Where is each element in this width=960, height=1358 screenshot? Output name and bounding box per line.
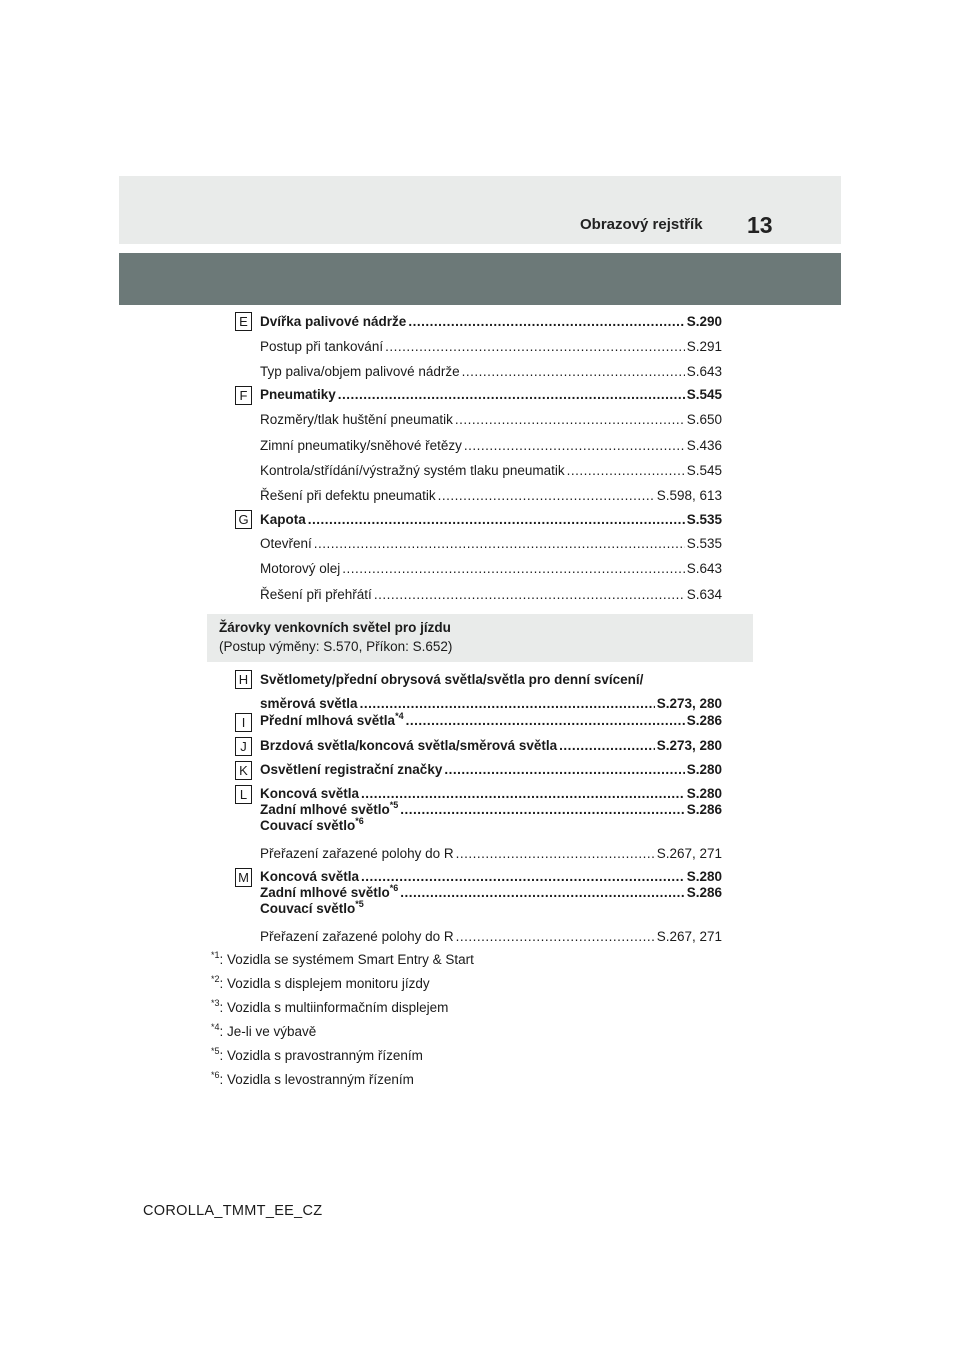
index-entry[interactable] — [260, 512, 722, 528]
entry-page: S.535 — [686, 512, 722, 527]
footnote — [211, 1048, 423, 1063]
entry-page: S.280 — [686, 869, 722, 884]
letter-box-h: H — [235, 670, 252, 689]
entry-label: Couvací světlo — [260, 901, 356, 916]
footnote-ref: *6 — [355, 816, 364, 826]
entry-label: Postup při tankování — [260, 339, 384, 354]
index-entry[interactable] — [260, 339, 722, 355]
entry-page: S.286 — [686, 802, 722, 817]
footnote-mark: *6 — [211, 1070, 220, 1080]
footnote-text: : Vozidla se systémem Smart Entry & Start — [219, 952, 474, 967]
header-dark-band — [119, 253, 841, 305]
entry-page: S.286 — [686, 713, 722, 728]
entry-label: Kontrola/střídání/výstražný systém tlaku pneumatik — [260, 463, 565, 478]
footnote-text: : Je-li ve výbavě — [219, 1024, 317, 1039]
index-entry[interactable] — [260, 412, 722, 428]
footnote-text: : Vozidla s displejem monitoru jízdy — [219, 976, 430, 991]
index-entry[interactable] — [260, 869, 722, 917]
section-title: Obrazový rejstřík — [580, 216, 703, 233]
entry-label: Otevření — [260, 536, 312, 551]
index-entry[interactable] — [260, 713, 722, 729]
index-entry[interactable] — [260, 463, 722, 479]
index-entry[interactable] — [260, 738, 722, 754]
entry-label: Brzdová světla/koncová světla/směrová světla — [260, 738, 558, 753]
index-entry[interactable] — [260, 587, 722, 603]
bulbs-box-subtitle: (Postup výměny: S.570, Příkon: S.652) — [219, 639, 453, 654]
entry-label: Zadní mlhové světlo — [260, 802, 390, 817]
entry-label: Pneumatiky — [260, 387, 336, 402]
letter-box-i: I — [235, 713, 252, 732]
index-entry[interactable] — [260, 364, 722, 380]
entry-page: S.598, 613 — [656, 488, 722, 503]
entry-page: S.267, 271 — [656, 929, 722, 944]
index-entry[interactable] — [260, 488, 722, 504]
footnote-mark: *3 — [211, 998, 220, 1008]
entry-label: Řešení při defektu pneumatik — [260, 488, 436, 503]
entry-label: Koncová světla — [260, 869, 360, 884]
entry-page: S.643 — [686, 364, 722, 379]
bulbs-box-title: Žárovky venkovních světel pro jízdu — [219, 620, 451, 635]
footnote-text: : Vozidla s levostranným řízením — [219, 1072, 414, 1087]
entry-label: Přeřazení zařazené polohy do R — [260, 846, 454, 861]
letter-box-g: G — [235, 510, 252, 529]
letter-box-m: M — [235, 868, 252, 887]
index-entry[interactable] — [260, 786, 722, 834]
document-code: COROLLA_TMMT_EE_CZ — [143, 1203, 323, 1219]
letter-box-j: J — [235, 737, 252, 756]
index-entry[interactable] — [260, 387, 722, 403]
entry-label: směrová světla — [260, 696, 358, 711]
entry-label: Koncová světla — [260, 786, 360, 801]
footnote — [211, 952, 474, 967]
entry-page: S.291 — [686, 339, 722, 354]
entry-label: Typ paliva/objem palivové nádrže — [260, 364, 460, 379]
footnote-mark: *2 — [211, 974, 220, 984]
entry-label: Přeřazení zařazené polohy do R — [260, 929, 454, 944]
entry-page: S.280 — [686, 762, 722, 777]
page-number: 13 — [747, 212, 773, 238]
entry-page: S.545 — [686, 387, 722, 402]
entry-label: Zimní pneumatiky/sněhové řetězy — [260, 438, 462, 453]
entry-label: Světlomety/přední obrysová světla/světla pro denní svícení/ — [260, 672, 644, 687]
entry-label: Dvířka palivové nádrže — [260, 314, 407, 329]
footnote — [211, 1000, 448, 1015]
entry-page: S.634 — [686, 587, 722, 602]
index-entry[interactable] — [260, 314, 722, 330]
footnote-ref: *4 — [395, 711, 404, 721]
index-entry[interactable] — [260, 438, 722, 454]
footnote-ref: *6 — [389, 883, 399, 893]
letter-box-l: L — [235, 785, 252, 804]
footnote-text: : Vozidla s pravostranným řízením — [219, 1048, 423, 1063]
footnote-text: : Vozidla s multiinformačním displejem — [219, 1000, 449, 1015]
index-entry[interactable] — [260, 672, 722, 712]
letter-box-f: F — [235, 386, 252, 405]
entry-label: Motorový olej — [260, 561, 341, 576]
entry-label: Kapota — [260, 512, 306, 527]
entry-label: Přední mlhová světla — [260, 713, 396, 728]
entry-page: S.280 — [686, 786, 722, 801]
entry-label: Osvětlení registrační značky — [260, 762, 443, 777]
footnote — [211, 1024, 316, 1039]
letter-box-k: K — [235, 761, 252, 780]
entry-page: S.267, 271 — [656, 846, 722, 861]
index-entry[interactable] — [260, 846, 722, 862]
bulbs-info-box — [207, 614, 753, 662]
entry-page: S.643 — [686, 561, 722, 576]
entry-page: S.650 — [686, 412, 722, 427]
index-entry[interactable] — [260, 929, 722, 945]
entry-page: S.273, 280 — [656, 696, 722, 711]
entry-page: S.436 — [686, 438, 722, 453]
footnote-ref: *5 — [389, 800, 399, 810]
index-entry[interactable] — [260, 561, 722, 577]
entry-label: Řešení při přehřátí — [260, 587, 372, 602]
entry-label: Zadní mlhové světlo — [260, 885, 390, 900]
entry-label: Rozměry/tlak huštění pneumatik — [260, 412, 453, 427]
entry-page: S.535 — [686, 536, 722, 551]
entry-page: S.286 — [686, 885, 722, 900]
footnote — [211, 976, 430, 991]
entry-label: Couvací světlo — [260, 818, 356, 833]
letter-box-e: E — [235, 312, 252, 331]
footnote-ref: *5 — [355, 899, 364, 909]
index-entry[interactable] — [260, 762, 722, 778]
header-band — [119, 176, 841, 244]
index-entry[interactable] — [260, 536, 722, 552]
footnote-mark: *5 — [211, 1046, 220, 1056]
footnote-mark: *1 — [211, 950, 220, 960]
footnote-mark: *4 — [211, 1022, 220, 1032]
entry-page: S.545 — [686, 463, 722, 478]
entry-page: S.290 — [686, 314, 722, 329]
entry-page: S.273, 280 — [656, 738, 722, 753]
footnote — [211, 1072, 414, 1087]
